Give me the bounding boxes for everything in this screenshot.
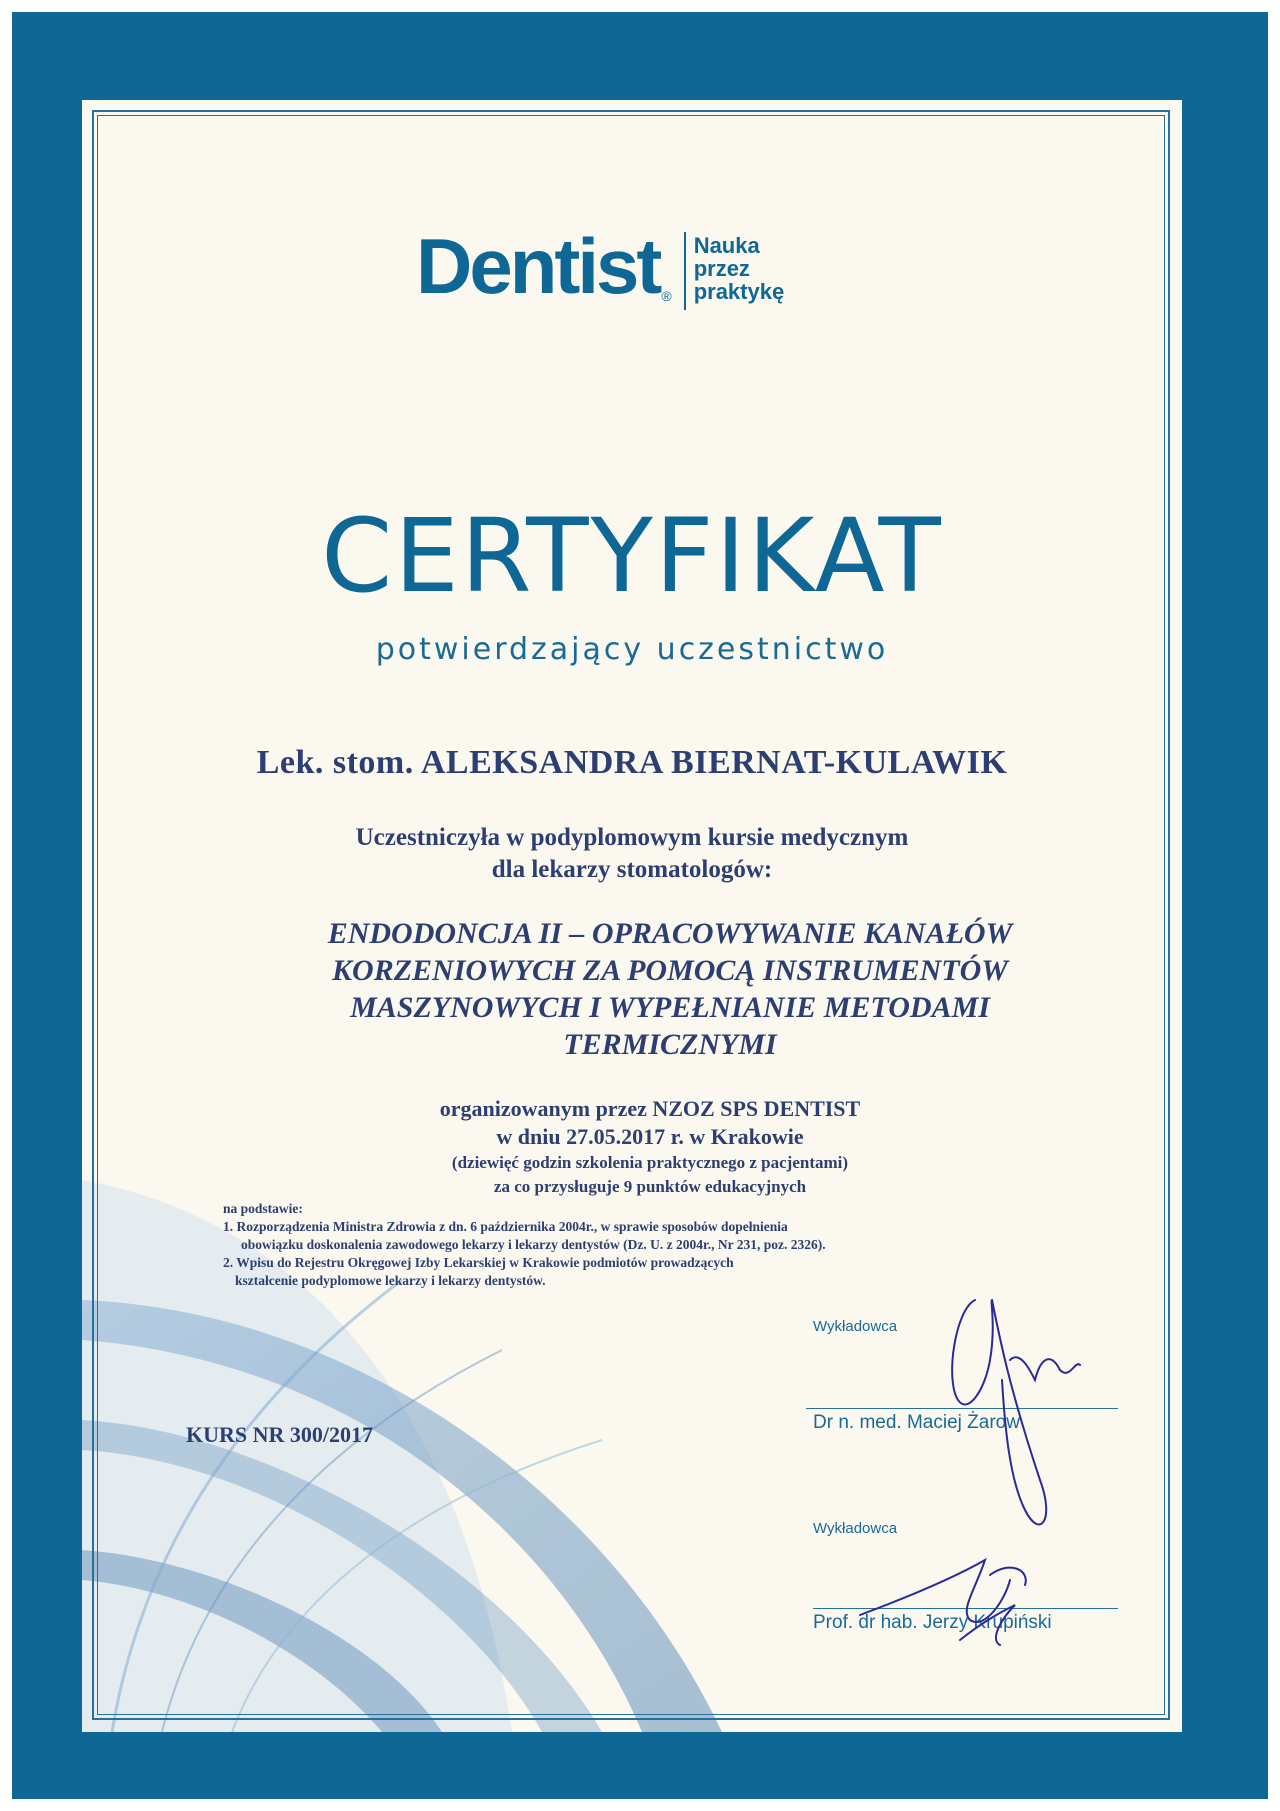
logo-tagline-line: przez	[693, 256, 750, 281]
lecturer-label: Wykładowca	[813, 1318, 898, 1335]
education-points-line: za co przysługuje 9 punktów edukacyjnych	[493, 1177, 807, 1196]
recipient-name: Lek. stom. ALEKSANDRA BIERNAT-KULAWIK	[256, 744, 1008, 781]
logo-tagline-line: Nauka	[693, 233, 760, 258]
organizer-details	[100, 1095, 1200, 1199]
organizer-line: organizowanym przez NZOZ SPS DENTIST	[439, 1096, 861, 1121]
logo-tagline	[694, 234, 785, 303]
legal-basis-item: 2. Wpisu do Rejestru Okręgowej Izby Lekarskiej w Krakowie podmiotów prowadzących	[223, 1255, 734, 1270]
course-title	[120, 915, 1220, 1063]
course-title-line: MASZYNOWYCH I WYPEŁNIANIE METODAMI	[350, 991, 990, 1024]
certificate-subtitle: potwierdzający uczestnictwo	[375, 632, 889, 667]
logo-wordmark: Dentist	[416, 222, 660, 310]
certificate-title: CERTYFIKAT	[321, 497, 943, 616]
lecturer-name: Prof. dr hab. Jerzy Krupiński	[813, 1612, 1052, 1633]
course-number: KURS NR 300/2017	[186, 1422, 374, 1447]
legal-basis-heading: na podstawie:	[223, 1201, 303, 1216]
course-title-line: KORZENIOWYCH ZA POMOCĄ INSTRUMENTÓW	[332, 954, 1008, 987]
legal-basis-item: kształcenie podyplomowe lekarzy i lekarzy dentystów.	[235, 1273, 546, 1288]
logo-separator	[684, 232, 686, 310]
participation-statement	[82, 822, 1182, 886]
lecturer-label: Wykładowca	[813, 1520, 898, 1537]
signature-line	[813, 1608, 1118, 1609]
participation-line: dla lekarzy stomatologów:	[491, 856, 773, 883]
course-title-line: ENDODONCJA II – OPRACOWYWANIE KANAŁÓW	[327, 917, 1013, 950]
logo-registered-mark: ®	[661, 288, 672, 304]
participation-line: Uczestniczyła w podyplomowym kursie medycznym	[355, 824, 909, 851]
legal-basis-item: 1. Rozporządzenia Ministra Zdrowia z dn. 6 października 2004r., w sprawie sposobów dopełnienia	[223, 1219, 788, 1234]
dentist-logo	[416, 222, 785, 310]
course-date-line: w dniu 27.05.2017 r. w Krakowie	[496, 1124, 804, 1149]
logo-tagline-line: praktykę	[693, 279, 785, 304]
course-title-line: TERMICZNYMI	[563, 1028, 777, 1061]
legal-basis	[223, 1200, 1023, 1290]
legal-basis-item: obowiązku doskonalenia zawodowego lekarzy i lekarzy dentystów (Dz. U. z 2004r., Nr 231, poz. 2326).	[241, 1237, 826, 1252]
lecturer-name: Dr n. med. Maciej Żarow	[813, 1412, 1020, 1433]
signature-line	[806, 1408, 1118, 1409]
training-hours-line: (dziewięć godzin szkolenia praktycznego z pacjentami)	[451, 1153, 849, 1172]
